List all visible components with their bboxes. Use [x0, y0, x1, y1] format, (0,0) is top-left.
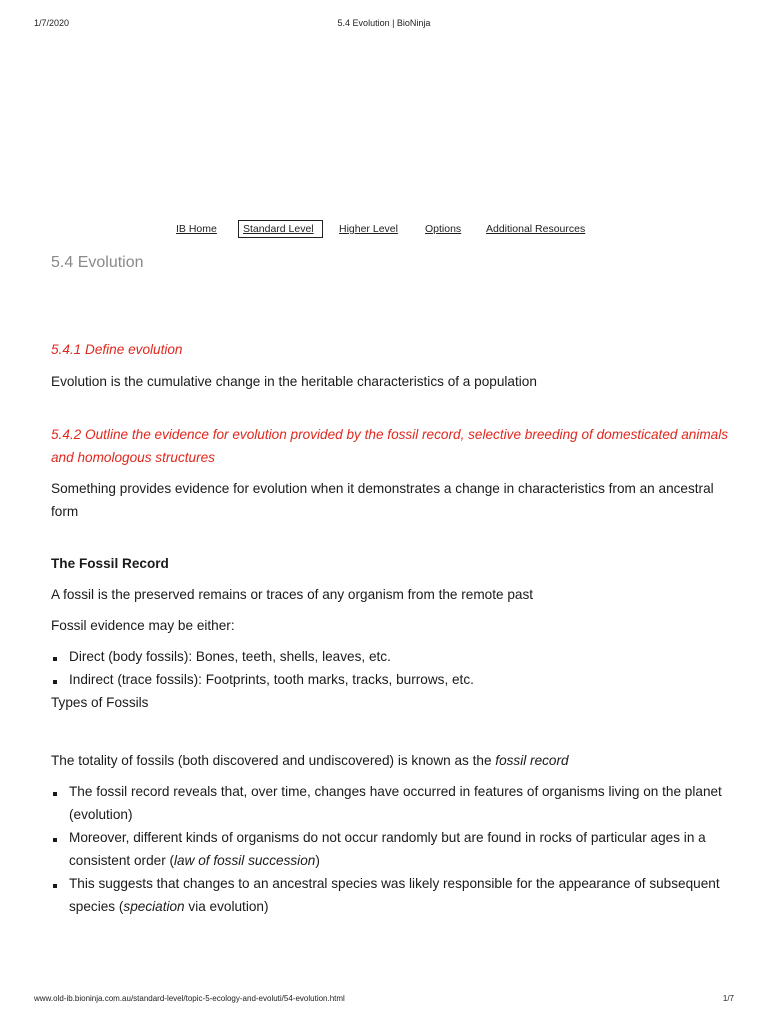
fossil-record-heading: The Fossil Record	[51, 556, 169, 571]
fossil-definition: A fossil is the preserved remains or traces of any organism from the remote past	[51, 587, 534, 602]
main-content	[51, 338, 731, 918]
objective-5-4-2: 5.4.2 Outline the evidence for evolution provided by the fossil record, selective breeding of domesticated animals and homologous structures	[51, 427, 729, 465]
evidence-intro-text: Something provides evidence for evolution when it demonstrates a change in characteristics from an ancestral form	[51, 481, 714, 519]
point-text-end: )	[315, 853, 320, 868]
print-date: 1/7/2020	[34, 18, 70, 28]
totality-text: The totality of fossils (both discovered and undiscovered) is known as the	[51, 753, 496, 768]
fossil-record-totality	[51, 749, 731, 772]
list-item: The fossil record reveals that, over time, changes have occurred in features of organisms living on the planet (evolution)	[51, 780, 731, 826]
fossil-record-points	[51, 780, 731, 918]
list-item: Direct (body fossils): Bones, teeth, shells, leaves, etc.	[51, 645, 731, 668]
nav-higher-level[interactable]: Higher Level	[339, 223, 398, 235]
fossil-evidence-intro: Fossil evidence may be either:	[51, 618, 235, 633]
point-text: Moreover, different kinds of organisms do not occur randomly but are found in rocks of particular ages in a consistent order (	[69, 830, 706, 868]
print-page-number: 1/7	[722, 994, 734, 1003]
nav-options[interactable]: Options	[425, 223, 462, 235]
point-term: law of fossil succession	[174, 853, 316, 868]
point-text-end: via evolution)	[184, 899, 269, 914]
print-page-title: 5.4 Evolution | BioNinja	[337, 18, 431, 28]
list-item	[51, 872, 731, 918]
nav-ib-home[interactable]: IB Home	[176, 223, 217, 235]
page-title: 5.4 Evolution	[51, 254, 144, 271]
evolution-definition: Evolution is the cumulative change in the heritable characteristics of a population	[51, 374, 537, 389]
list-item	[51, 826, 731, 872]
objective-5-4-1: 5.4.1 Define evolution	[51, 342, 183, 357]
types-of-fossils-label: Types of Fossils	[51, 695, 149, 710]
nav-standard-level[interactable]: Standard Level	[238, 220, 323, 238]
main-nav	[0, 220, 768, 240]
list-item: Indirect (trace fossils): Footprints, tooth marks, tracks, burrows, etc.	[51, 668, 731, 691]
fossil-evidence-list	[51, 645, 731, 691]
nav-additional-resources[interactable]: Additional Resources	[486, 223, 586, 235]
point-text: This suggests that changes to an ancestral species was likely responsible for the appearance of subsequent species (	[69, 876, 720, 914]
print-url: www.old-ib.bioninja.com.au/standard-level/topic-5-ecology-and-evoluti/54-evolution.html	[34, 994, 345, 1003]
point-term: speciation	[123, 899, 185, 914]
fossil-record-term: fossil record	[495, 753, 569, 768]
